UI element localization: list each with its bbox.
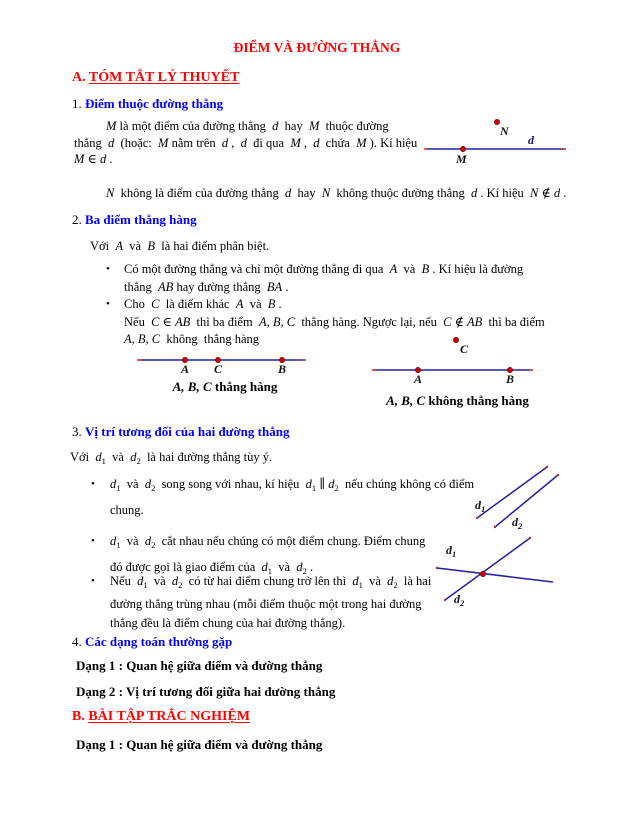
figure-collinear-canvas bbox=[130, 350, 320, 380]
point-b-label: B bbox=[278, 362, 287, 376]
point-a-label: A bbox=[414, 372, 423, 386]
section-a-heading bbox=[72, 70, 239, 86]
point-c-label: C bbox=[214, 362, 223, 376]
point-n-label: N bbox=[500, 124, 509, 138]
bullet-icon: • bbox=[91, 478, 95, 490]
line-d-label: d bbox=[528, 133, 534, 147]
bullet-coincident: • Nếu $d_1$ và $d_2$ có từ hai điểm chung trở lên thì $d_1$ và $d_2$ là hai đường thẳng trùng nhau (mỗi điểm thuộc một trong hai đường thẳng đều là điểm chung của hai đường thẳng). bbox=[91, 572, 431, 633]
bullet-icon: • bbox=[106, 263, 110, 275]
point-c-dot bbox=[453, 337, 458, 342]
section-3-heading: 3. Vị trí tương đối của hai đường thẳng bbox=[72, 424, 290, 439]
dang-1b-label: Dạng 1 : Quan hệ giữa điểm và đường thẳng bbox=[76, 737, 323, 752]
section-2-intro: Với A và B là hai điểm phân biệt. bbox=[90, 239, 270, 253]
section-2-heading: 2. Ba điểm thẳng hàng bbox=[72, 212, 197, 227]
section-b-heading bbox=[72, 709, 250, 725]
point-c-label: C bbox=[460, 342, 469, 356]
point-n-dot bbox=[494, 119, 499, 124]
line-d1-label: $d_1$ bbox=[475, 498, 486, 514]
section-3-intro: Với $d_1$ và $d_2$ là hai đường thẳng tùy ý. bbox=[70, 450, 273, 466]
figure-point-and-line bbox=[420, 108, 580, 168]
paragraph-point-off-line: N không là điểm của đường thẳng d hay N không thuộc đường thẳng d . Kí hiệu N ∉ d . bbox=[106, 186, 567, 200]
section-1-heading: 1. Điểm thuộc đường thẳng bbox=[72, 96, 224, 111]
line-d2-label: $d_2$ bbox=[454, 592, 465, 608]
point-m-label: M bbox=[456, 152, 467, 166]
section-4-heading: 4. Các dạng toán thường gặp bbox=[72, 634, 233, 649]
bullet-parallel: • $d_1$ và $d_2$ song song với nhau, kí hiệu $d_1$ ∥ $d_2$ nếu chúng không có điểm chung. bbox=[91, 473, 474, 521]
section-a-label: TÓM TẮT LÝ THUYẾT bbox=[88, 70, 240, 85]
bullet-unique-line: • Có một đường thẳng và chỉ một đường thẳng đi qua A và B . Kí hiệu là đường thẳng AB hay đường thẳng BA . bbox=[106, 261, 523, 296]
figure-noncollinear bbox=[365, 330, 545, 390]
figure-parallel-lines bbox=[465, 458, 577, 536]
point-a-label: A bbox=[181, 362, 190, 376]
figure-collinear-caption: A, B, C thẳng hàng bbox=[172, 379, 278, 394]
bullet-icon: • bbox=[91, 535, 95, 547]
line-d1-label: $d_1$ bbox=[446, 543, 457, 559]
section-b-label: BÀI TẬP TRẮC NGHIỆM bbox=[88, 709, 251, 724]
section-b-prefix: B. bbox=[72, 709, 85, 724]
bullet-collinear-def: • Cho C là điểm khác A và B . Nếu C ∈ AB thì ba điểm A, B, C thẳng hàng. Ngược lại, nếu C ∉ AB thì ba điểm A, B, C không thẳng hàng bbox=[106, 296, 545, 349]
dang-2-label: Dạng 2 : Vị trí tương đối giữa hai đường thẳng bbox=[76, 684, 336, 699]
bullet-icon: • bbox=[106, 298, 110, 310]
point-m-dot bbox=[460, 146, 465, 151]
intersection-point-dot bbox=[480, 571, 485, 576]
bullet-intersect: • $d_1$ và $d_2$ cắt nhau nếu chúng có một điểm chung. Điểm chung đó được gọi là giao điểm của $d_1$ và $d_2$ . bbox=[91, 530, 425, 582]
section-a-prefix: A. bbox=[72, 70, 86, 85]
intersect-line-d2 bbox=[445, 538, 530, 600]
paragraph-point-on-line: M là một điểm của đường thẳng d hay M thuộc đường thẳng d (hoặc: M nằm trên d , d đi qua M , d chứa M ). Kí hiệu M ∈ d . bbox=[74, 119, 418, 166]
line-d2-label: $d_2$ bbox=[512, 515, 523, 531]
document-title: ĐIỂM VÀ ĐƯỜNG THẲNG bbox=[233, 40, 401, 55]
figure-collinear bbox=[130, 350, 320, 380]
bullet-icon: • bbox=[91, 575, 95, 587]
figure-intersecting-lines bbox=[428, 530, 570, 615]
point-b-label: B bbox=[506, 372, 515, 386]
dang-1-label: Dạng 1 : Quan hệ giữa điểm và đường thẳng bbox=[76, 658, 323, 673]
figure-noncollinear-canvas bbox=[365, 330, 545, 390]
figure-noncollinear-caption: A, B, C không thẳng hàng bbox=[386, 393, 529, 408]
intersect-line-d1 bbox=[437, 568, 553, 582]
